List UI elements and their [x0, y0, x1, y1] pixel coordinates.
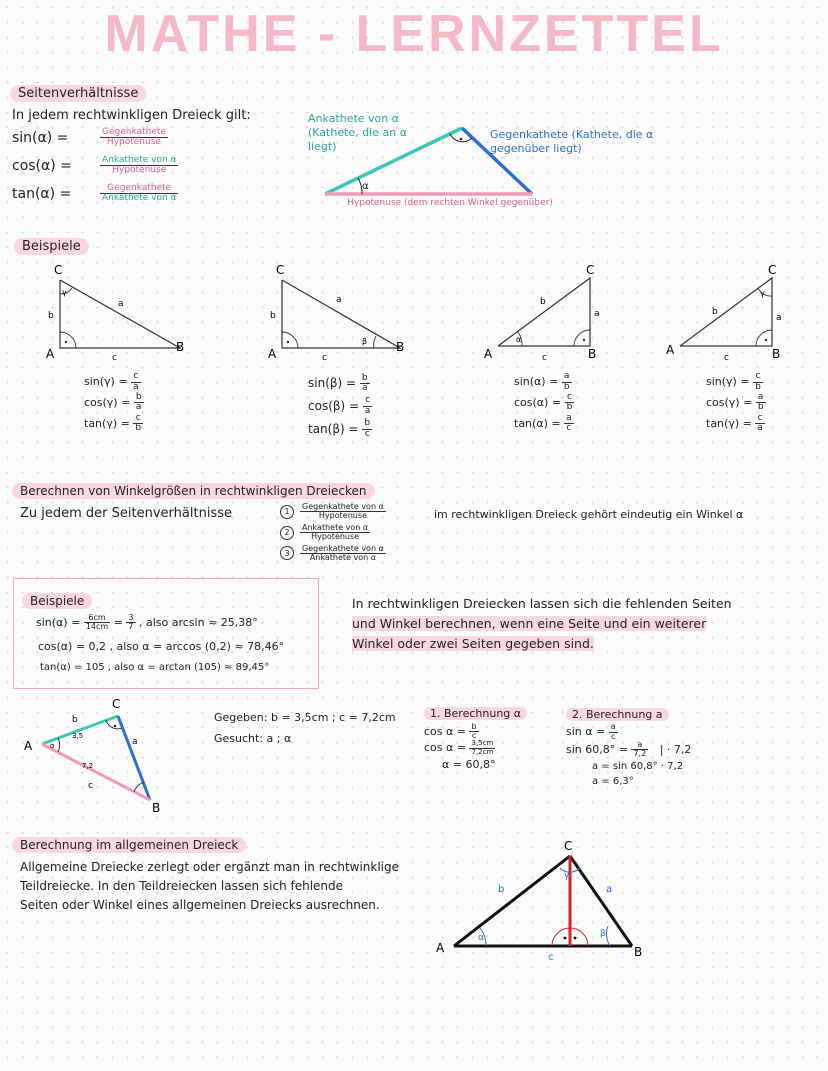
- svg-text:γ: γ: [62, 288, 67, 297]
- svg-text:A: A: [666, 343, 675, 357]
- box-line-1: sin(α) = $\frac{6cm}{14cm}$ = $\frac{3}{7}$ , also arcsin ≈ 25,38°: [36, 613, 258, 632]
- svg-text:b: b: [498, 884, 505, 895]
- worked-triangle: [20, 696, 180, 816]
- given-sought: Gegeben: b = 3,5cm ; c = 7,2cm Gesucht: a ; α: [214, 711, 396, 745]
- page-title: MATHE - LERNZETTEL: [104, 5, 724, 63]
- svg-text:b: b: [72, 715, 78, 725]
- svg-text:a: a: [606, 884, 613, 895]
- example-triangle-2: [268, 263, 404, 363]
- angles-note: im rechtwinkligen Dreieck gehört eindeutig ein Winkel α: [434, 508, 744, 521]
- svg-text:c: c: [724, 353, 729, 363]
- section-heading-ratios: Seitenverhältnisse: [10, 85, 146, 102]
- example-triangle-3: [484, 263, 600, 363]
- svg-text:β: β: [362, 337, 368, 346]
- svg-text:c: c: [88, 781, 93, 791]
- section-heading-general: Berechnung im allgemeinen Dreieck: [12, 837, 246, 853]
- svg-text:A: A: [24, 739, 33, 753]
- svg-text:A: A: [484, 347, 493, 361]
- svg-text:B: B: [634, 945, 643, 959]
- ratios-intro: In jedem rechtwinkligen Dreieck gilt:: [12, 108, 251, 123]
- svg-text:b: b: [270, 311, 276, 321]
- calculation-a: 2. Berechnung a sin α = $\frac{a}{c}$ sin 60,8° = $\frac{a}{7,2}$ | · 7,2 a = sin 60,8° · 7,2 a = 6,3°: [566, 708, 692, 788]
- svg-text:C: C: [54, 263, 63, 277]
- svg-text:7,2: 7,2: [82, 762, 94, 770]
- missing-sides-text: In rechtwinkligen Dreiecken lassen sich die fehlenden Seiten und Winkel berechnen, wenn eine Seite und ein weiterer Winkel oder zwei Seiten gegeben sind.: [352, 596, 732, 651]
- svg-text:3,5: 3,5: [72, 732, 84, 740]
- opposite-label: Gegenkathete (Kathete, die α gegenüber liegt): [490, 128, 654, 155]
- svg-text:c: c: [322, 353, 327, 363]
- svg-text:B: B: [772, 347, 781, 361]
- svg-text:b: b: [540, 297, 546, 307]
- example-triangle-1: [46, 263, 184, 363]
- svg-text:a: a: [336, 295, 342, 305]
- svg-text:γ: γ: [760, 289, 765, 298]
- svg-text:a: a: [118, 299, 124, 309]
- svg-text:a: a: [132, 737, 138, 747]
- example-formulas-2: sin(β) = $\frac{b}{a}$ cos(β) = $\frac{c}{a}$ tan(β) = $\frac{b}{c}$: [308, 372, 371, 439]
- svg-text:C: C: [276, 263, 285, 277]
- box-heading: Beispiele: [22, 593, 92, 609]
- angles-intro: Zu jedem der Seitenverhältnisse: [20, 506, 232, 521]
- svg-text:b: b: [48, 311, 54, 321]
- ratio-list: 1 $\frac{\text{Gegenkathete von α}}{\text{Hypotenuse}}$ 2 $\frac{\text{Ankathete von α}}{\text{Hypotenuse}}$ 3 $\frac{\text{Gegenkathete von α}}{\text{Ankathete von α}}$: [280, 503, 386, 562]
- general-text: Allgemeine Dreiecke zerlegt oder ergänzt man in rechtwinklige Teildreiecke. In den Teildreiecken lassen sich fehlende Seiten oder Winkel eines allgemeinen Dreiecks ausrechnen.: [20, 860, 400, 913]
- tan-definition: tan(α) = $\frac{\text{Gegenkathete}}{\text{Ankathete von α}}$: [12, 183, 177, 204]
- svg-text:B: B: [152, 801, 161, 815]
- example-formulas-4: sin(γ) = $\frac{c}{b}$ cos(γ) = $\frac{a}{b}$ tan(γ) = $\frac{c}{a}$: [706, 371, 764, 434]
- svg-text:C: C: [112, 697, 121, 711]
- examples-heading: Beispiele: [14, 238, 89, 255]
- box-line-2: cos(α) = 0,2 , also α = arccos (0,2) ≈ 78,46°: [38, 640, 285, 653]
- svg-text:C: C: [564, 839, 573, 853]
- adjacent-label: Ankathete von α (Kathete, die an α liegt): [308, 112, 407, 153]
- example-formulas-3: sin(α) = $\frac{a}{b}$ cos(α) = $\frac{c}{b}$ tan(α) = $\frac{a}{c}$: [514, 371, 573, 434]
- svg-text:b: b: [712, 307, 718, 317]
- svg-text:B: B: [176, 340, 185, 354]
- svg-text:α: α: [478, 933, 484, 943]
- calculation-alpha: 1. Berechnung α cos α = $\frac{b}{c}$ cos α = $\frac{3,5cm}{7,2cm}$ α = 60,8°: [424, 706, 527, 773]
- ratio-triangle-diagram: [300, 108, 660, 228]
- svg-text:C: C: [586, 263, 595, 277]
- svg-text:c: c: [542, 353, 547, 363]
- cos-definition: cos(α) = $\frac{\text{Ankathete von α}}{\text{Hypotenuse}}$: [12, 155, 177, 176]
- example-formulas-1: sin(γ) = $\frac{c}{a}$ cos(γ) = $\frac{b}{a}$ tan(γ) = $\frac{c}{b}$: [84, 371, 142, 434]
- example-triangle-4: [666, 263, 782, 363]
- svg-text:B: B: [396, 340, 405, 354]
- general-triangle: [424, 832, 664, 967]
- svg-text:A: A: [268, 347, 277, 361]
- alpha-label: α: [362, 181, 369, 192]
- svg-text:C: C: [768, 263, 777, 277]
- svg-text:a: a: [776, 313, 782, 323]
- svg-text:c: c: [548, 952, 554, 963]
- example-triangles: [20, 258, 820, 368]
- svg-text:γ: γ: [564, 871, 570, 881]
- section-heading-angles: Berechnen von Winkelgrößen in rechtwinkligen Dreiecken: [12, 483, 375, 499]
- svg-text:β: β: [600, 929, 606, 939]
- svg-text:c: c: [112, 353, 117, 363]
- svg-text:A: A: [436, 941, 445, 955]
- box-line-3: tan(α) = 105 , also α = arctan (105) ≈ 89,45°: [40, 662, 270, 673]
- svg-text:α: α: [50, 742, 55, 750]
- svg-text:a: a: [594, 309, 600, 319]
- svg-text:α: α: [516, 335, 522, 344]
- svg-text:A: A: [46, 347, 55, 361]
- svg-text:B: B: [588, 347, 597, 361]
- hypotenuse-label: Hypotenuse (dem rechten Winkel gegenüber): [347, 198, 553, 208]
- sin-definition: sin(α) = $\frac{\text{Gegenkathete}}{\text{Hypotenuse}}$: [12, 127, 166, 148]
